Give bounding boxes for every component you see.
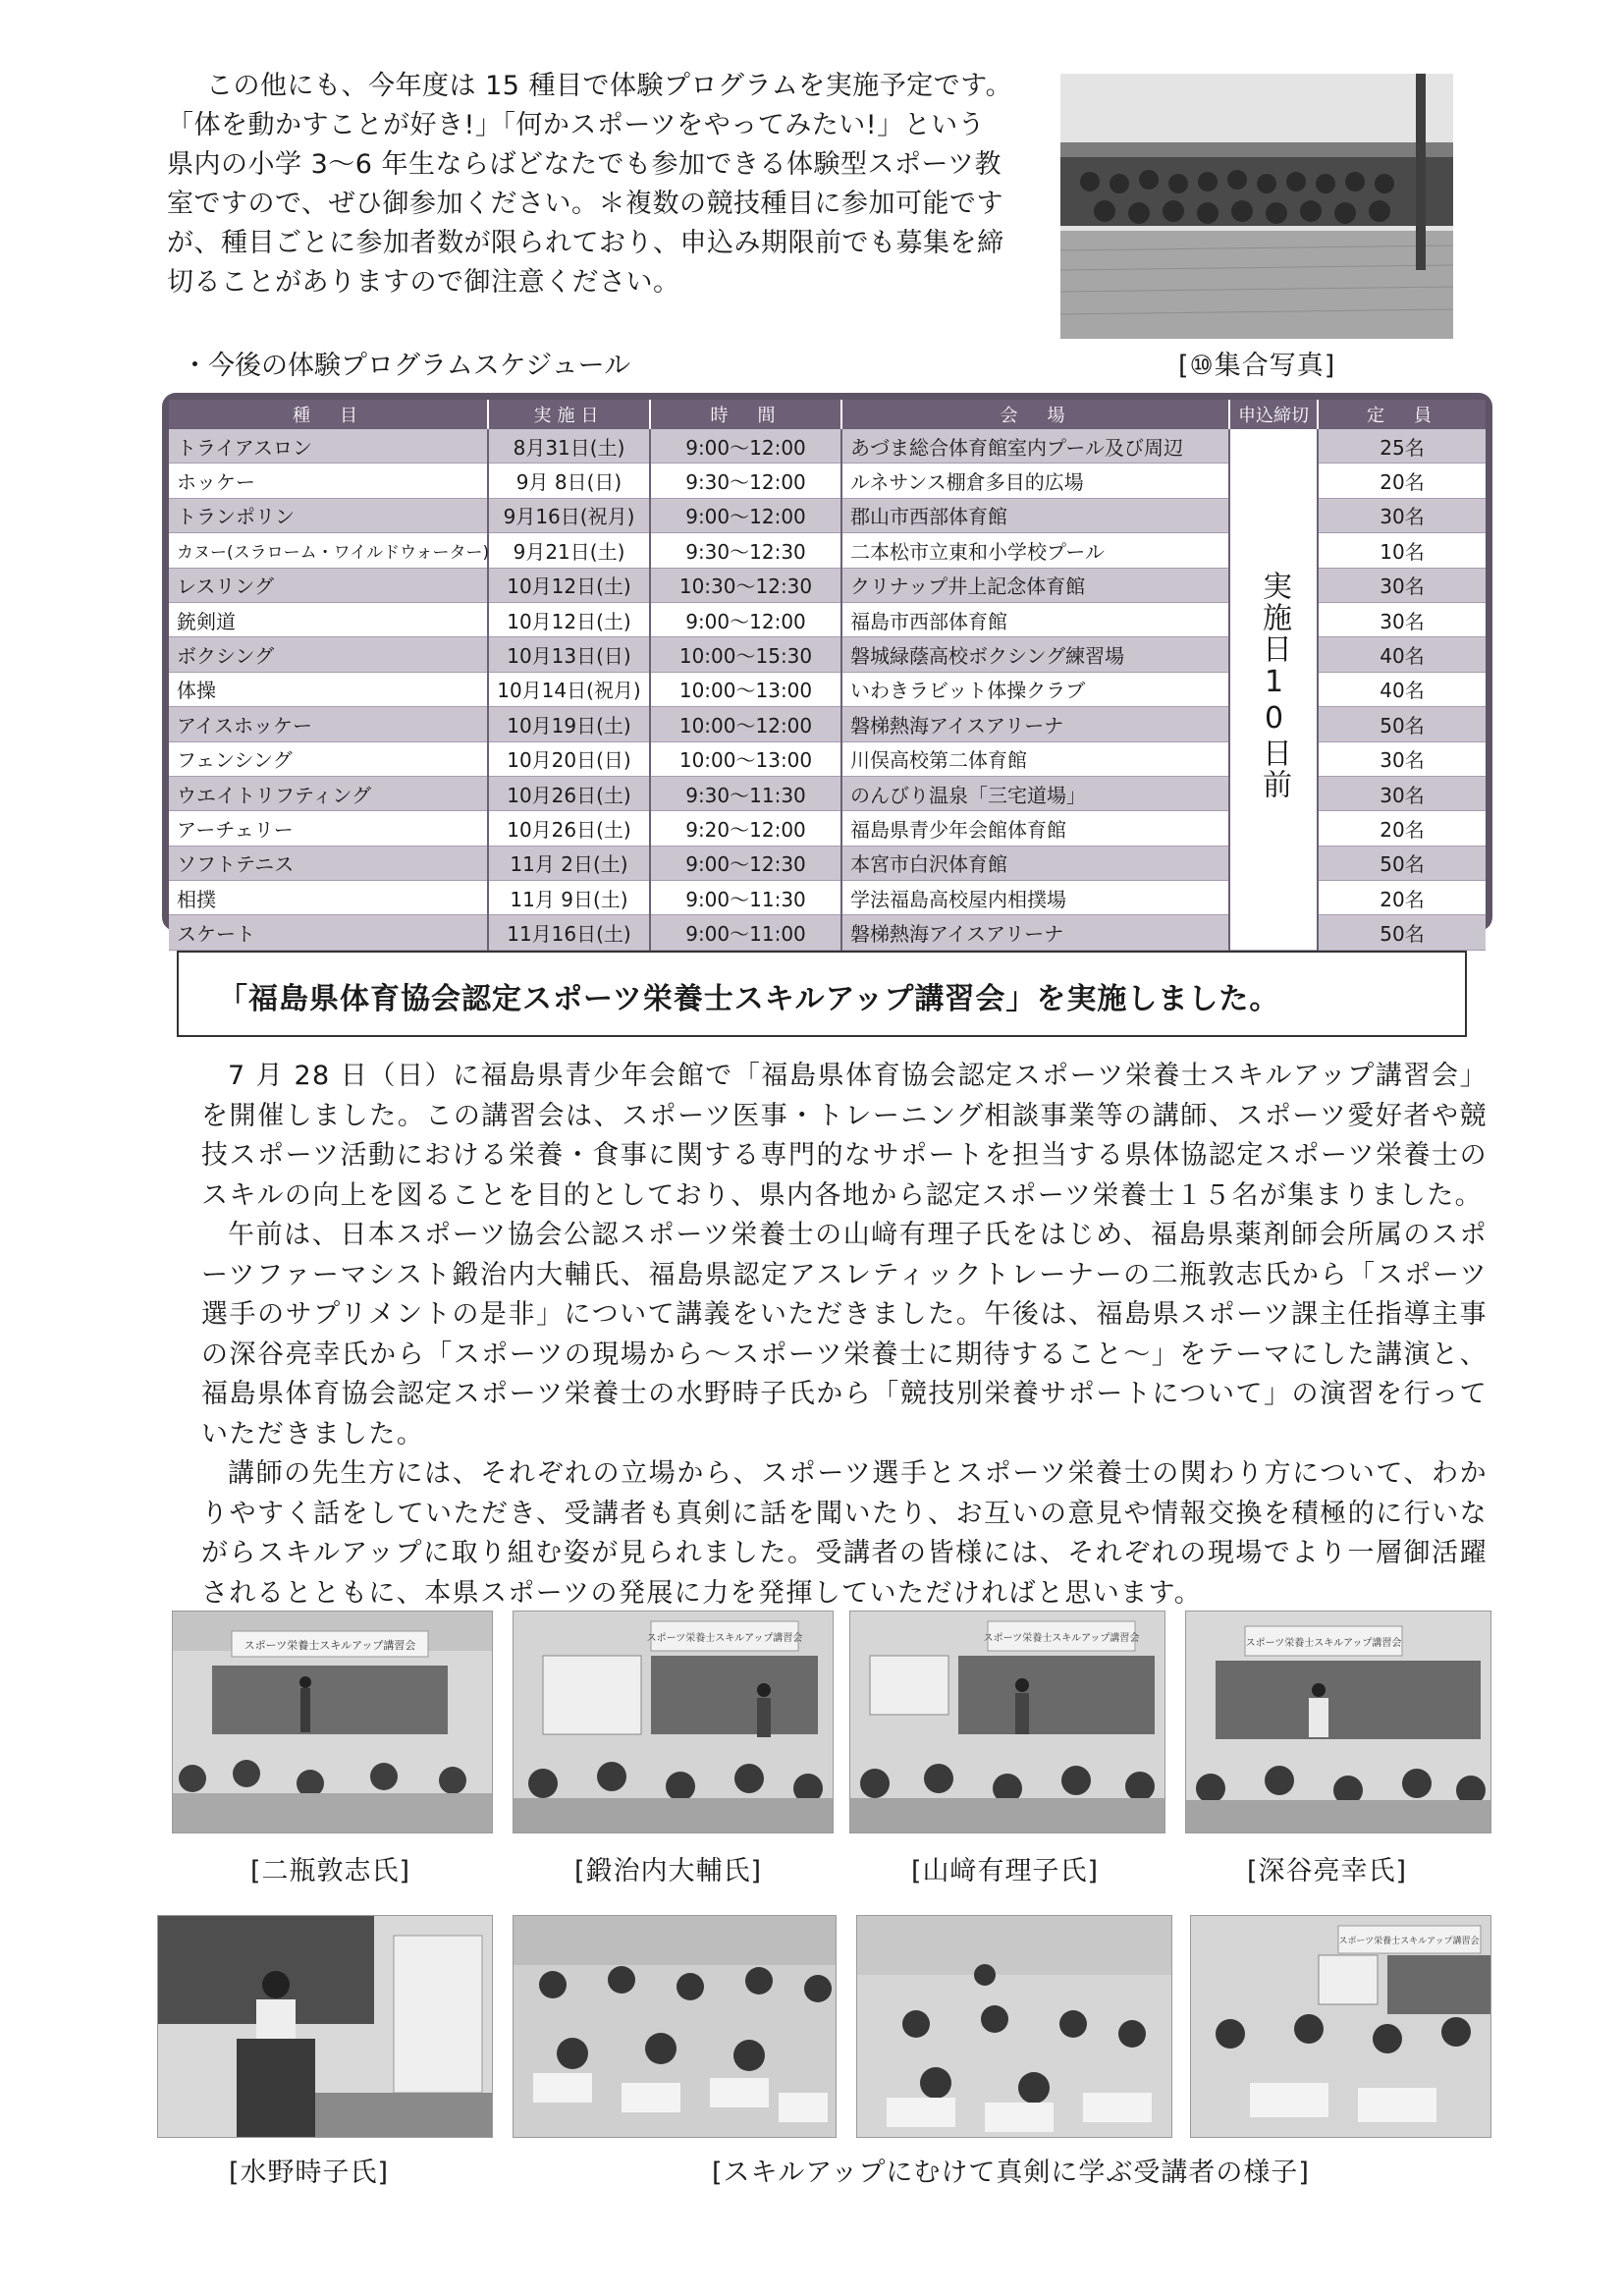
- cell-capacity: 50名: [1318, 915, 1486, 950]
- banner-text: スポーツ栄養士スキルアップ講習会: [1338, 1937, 1480, 1946]
- cell-event: トライアスロン: [169, 429, 488, 464]
- cell-venue: いわきラビット体操クラブ: [841, 672, 1229, 706]
- cell-venue: クリナップ井上記念体育館: [841, 568, 1229, 602]
- cell-venue: 郡山市西部体育館: [841, 498, 1229, 532]
- cell-capacity: 20名: [1318, 464, 1486, 498]
- cell-capacity: 40名: [1318, 672, 1486, 706]
- cell-venue: 本宮市白沢体育館: [841, 846, 1229, 880]
- cell-date: 10月12日(土): [488, 602, 650, 636]
- cell-date: 10月20日(日): [488, 741, 650, 776]
- group-photo: [1060, 74, 1453, 339]
- cell-capacity: 50名: [1318, 846, 1486, 880]
- cell-event: トランポリン: [169, 498, 488, 532]
- col-header-event: 種 目: [169, 400, 488, 429]
- cell-venue: 磐城緑蔭高校ボクシング練習場: [841, 637, 1229, 672]
- cell-date: 9月21日(土): [488, 533, 650, 568]
- cell-date: 10月26日(土): [488, 776, 650, 810]
- cell-time: 10:30～12:30: [650, 568, 841, 602]
- lecture-photo-2: [513, 1611, 834, 1833]
- cell-time: 10:00～12:00: [650, 707, 841, 741]
- cell-venue: 福島市西部体育館: [841, 602, 1229, 636]
- article-paragraph: 講師の先生方には、それぞれの立場から、スポーツ選手とスポーツ栄養士の関わり方について、わかりやすく話をしていただき、受講者も真剣に話を聞いたり、お互いの意見や情報交換を積極的に行いながらスキルアップに取り組む姿が見られました。受講者の皆様には、それぞれの現場でより一層御活躍されるとともに、本県スポーツの発展に力を発揮していただければと思います。: [201, 1458, 1488, 1609]
- intro-line: 「体を動かすことが好き!」「何かスポーツをやってみたい!」という: [167, 110, 986, 140]
- participants-photo-2: [856, 1915, 1172, 2138]
- cell-venue: あづま総合体育館室内プール及び周辺: [841, 429, 1229, 464]
- cell-time: 10:00～13:00: [650, 672, 841, 706]
- photo-caption-6: [スキルアップにむけて真剣に学ぶ受講者の様子]: [712, 2158, 1310, 2188]
- cell-event: 相撲: [169, 881, 488, 915]
- lecture-photo-5: [157, 1915, 493, 2138]
- article-paragraph: 7 月 28 日（日）に福島県青少年会館で「福島県体育協会認定スポーツ栄養士スキルアップ講習会」を開催しました。この講習会は、スポーツ医事・トレーニング相談事業等の講師、スポーツ愛好者や競技スポーツ活動における栄養・食事に関する専門的なサポートを担当する県体協認定スポーツ栄養士のスキルの向上を図ることを目的としており、県内各地から認定スポーツ栄養士１５名が集まりました。: [201, 1061, 1488, 1211]
- group-photo-caption: [⑩集合写真]: [1178, 351, 1336, 381]
- intro-line: 県内の小学 3～6 年生ならばどなたでも参加できる体験型スポーツ教: [167, 149, 1001, 180]
- cell-capacity: 20名: [1318, 881, 1486, 915]
- cell-date: 8月31日(土): [488, 429, 650, 464]
- cell-date: 10月13日(日): [488, 637, 650, 672]
- banner-text: スポーツ栄養士スキルアップ講習会: [244, 1639, 416, 1652]
- cell-deadline: [1229, 429, 1318, 950]
- cell-event: レスリング: [169, 568, 488, 602]
- schedule-table-frame: [162, 393, 1492, 947]
- cell-date: 10月14日(祝月): [488, 672, 650, 706]
- cell-date: 10月26日(土): [488, 811, 650, 846]
- cell-time: 10:00～13:00: [650, 741, 841, 776]
- col-header-time: 時 間: [650, 400, 841, 429]
- section-heading-box: [177, 951, 1467, 1037]
- cell-event: スケート: [169, 915, 488, 950]
- article-body: [201, 1057, 1488, 1613]
- cell-time: 9:30～12:00: [650, 464, 841, 498]
- cell-event: ホッケー: [169, 464, 488, 498]
- cell-capacity: 50名: [1318, 707, 1486, 741]
- cell-time: 9:00～11:30: [650, 881, 841, 915]
- photo-caption-3: [山﨑有理子氏]: [911, 1856, 1100, 1886]
- cell-time: 9:00～12:30: [650, 846, 841, 880]
- cell-date: 10月19日(土): [488, 707, 650, 741]
- cell-event: アーチェリー: [169, 811, 488, 846]
- schedule-title: ・今後の体験プログラムスケジュール: [182, 351, 631, 381]
- photo-caption-1: [二瓶敦志氏]: [250, 1856, 411, 1886]
- col-header-deadline: 申込締切: [1229, 400, 1318, 429]
- cell-time: 9:00～12:00: [650, 498, 841, 532]
- intro-line: 切ることがありますので御注意ください。: [167, 267, 680, 298]
- col-header-venue: 会 場: [841, 400, 1229, 429]
- lecture-photo-4: [1185, 1611, 1491, 1833]
- cell-date: 11月16日(土): [488, 915, 650, 950]
- col-header-capacity: 定 員: [1318, 400, 1486, 429]
- cell-capacity: 10名: [1318, 533, 1486, 568]
- cell-event: 体操: [169, 672, 488, 706]
- cell-venue: 川俣高校第二体育館: [841, 741, 1229, 776]
- deadline-text: 実施日10日前: [1257, 570, 1291, 800]
- photo-caption-5: [水野時子氏]: [229, 2158, 390, 2188]
- section-heading: 「福島県体育協会認定スポーツ栄養士スキルアップ講習会」を実施しました。: [218, 982, 1280, 1016]
- banner-text: スポーツ栄養士スキルアップ講習会: [983, 1633, 1140, 1644]
- intro-line: 室ですので、ぜひ御参加ください。＊複数の競技種目に参加可能です: [167, 189, 1003, 219]
- intro-line: この他にも、今年度は 15 種目で体験プログラムを実施予定です。: [206, 71, 1013, 101]
- cell-capacity: 25名: [1318, 429, 1486, 464]
- cell-venue: 学法福島高校屋内相撲場: [841, 881, 1229, 915]
- table-row: [169, 429, 1486, 464]
- cell-date: 11月 2日(土): [488, 846, 650, 880]
- cell-time: 9:00～11:00: [650, 915, 841, 950]
- photo-caption-2: [鍛治内大輔氏]: [574, 1856, 763, 1886]
- cell-time: 10:00～15:30: [650, 637, 841, 672]
- banner-text: スポーツ栄養士スキルアップ講習会: [646, 1633, 803, 1644]
- banner-text: スポーツ栄養士スキルアップ講習会: [1245, 1638, 1402, 1649]
- cell-capacity: 20名: [1318, 811, 1486, 846]
- intro-paragraph: [167, 67, 1051, 302]
- cell-capacity: 30名: [1318, 498, 1486, 532]
- cell-venue: 磐梯熱海アイスアリーナ: [841, 915, 1229, 950]
- cell-venue: 磐梯熱海アイスアリーナ: [841, 707, 1229, 741]
- cell-venue: 福島県青少年会館体育館: [841, 811, 1229, 846]
- intro-line: が、種目ごとに参加者数が限られており、申込み期限前でも募集を締: [167, 228, 1004, 258]
- lecture-photo-3: [849, 1611, 1165, 1833]
- col-header-date: 実施日: [488, 400, 650, 429]
- cell-event: カヌー(スラローム・ワイルドウォーター): [169, 533, 488, 568]
- cell-time: 9:20～12:00: [650, 811, 841, 846]
- cell-date: 9月16日(祝月): [488, 498, 650, 532]
- cell-time: 9:30～12:30: [650, 533, 841, 568]
- lecture-photo-1: [172, 1611, 493, 1833]
- cell-time: 9:00～12:00: [650, 602, 841, 636]
- cell-time: 9:30～11:30: [650, 776, 841, 810]
- cell-capacity: 40名: [1318, 637, 1486, 672]
- cell-venue: のんびり温泉「三宅道場」: [841, 776, 1229, 810]
- cell-event: 銃剣道: [169, 602, 488, 636]
- cell-event: ボクシング: [169, 637, 488, 672]
- cell-capacity: 30名: [1318, 602, 1486, 636]
- cell-date: 10月12日(土): [488, 568, 650, 602]
- participants-photo-3: [1190, 1915, 1491, 2138]
- schedule-table: [169, 400, 1486, 951]
- cell-event: アイスホッケー: [169, 707, 488, 741]
- cell-capacity: 30名: [1318, 776, 1486, 810]
- participants-photo-1: [513, 1915, 837, 2138]
- cell-venue: 二本松市立東和小学校プール: [841, 533, 1229, 568]
- cell-venue: ルネサンス棚倉多目的広場: [841, 464, 1229, 498]
- cell-event: フェンシング: [169, 741, 488, 776]
- cell-capacity: 30名: [1318, 741, 1486, 776]
- cell-time: 9:00～12:00: [650, 429, 841, 464]
- article-paragraph: 午前は、日本スポーツ協会公認スポーツ栄養士の山﨑有理子氏をはじめ、福島県薬剤師会所属のスポーツファーマシスト鍛治内大輔氏、福島県認定アスレティックトレーナーの二瓶敦志氏から「スポーツ選手のサプリメントの是非」について講義をいただきました。午後は、福島県スポーツ課主任指導主事の深谷亮幸氏から「スポーツの現場から～スポーツ栄養士に期待すること～」をテーマにした講演と、福島県体育協会認定スポーツ栄養士の水野時子氏から「競技別栄養サポートについて」の演習を行っていただきました。: [201, 1220, 1488, 1449]
- cell-capacity: 30名: [1318, 568, 1486, 602]
- photo-caption-4: [深谷亮幸氏]: [1247, 1856, 1408, 1886]
- cell-date: 9月 8日(日): [488, 464, 650, 498]
- cell-date: 11月 9日(土): [488, 881, 650, 915]
- cell-event: ウエイトリフティング: [169, 776, 488, 810]
- cell-event: ソフトテニス: [169, 846, 488, 880]
